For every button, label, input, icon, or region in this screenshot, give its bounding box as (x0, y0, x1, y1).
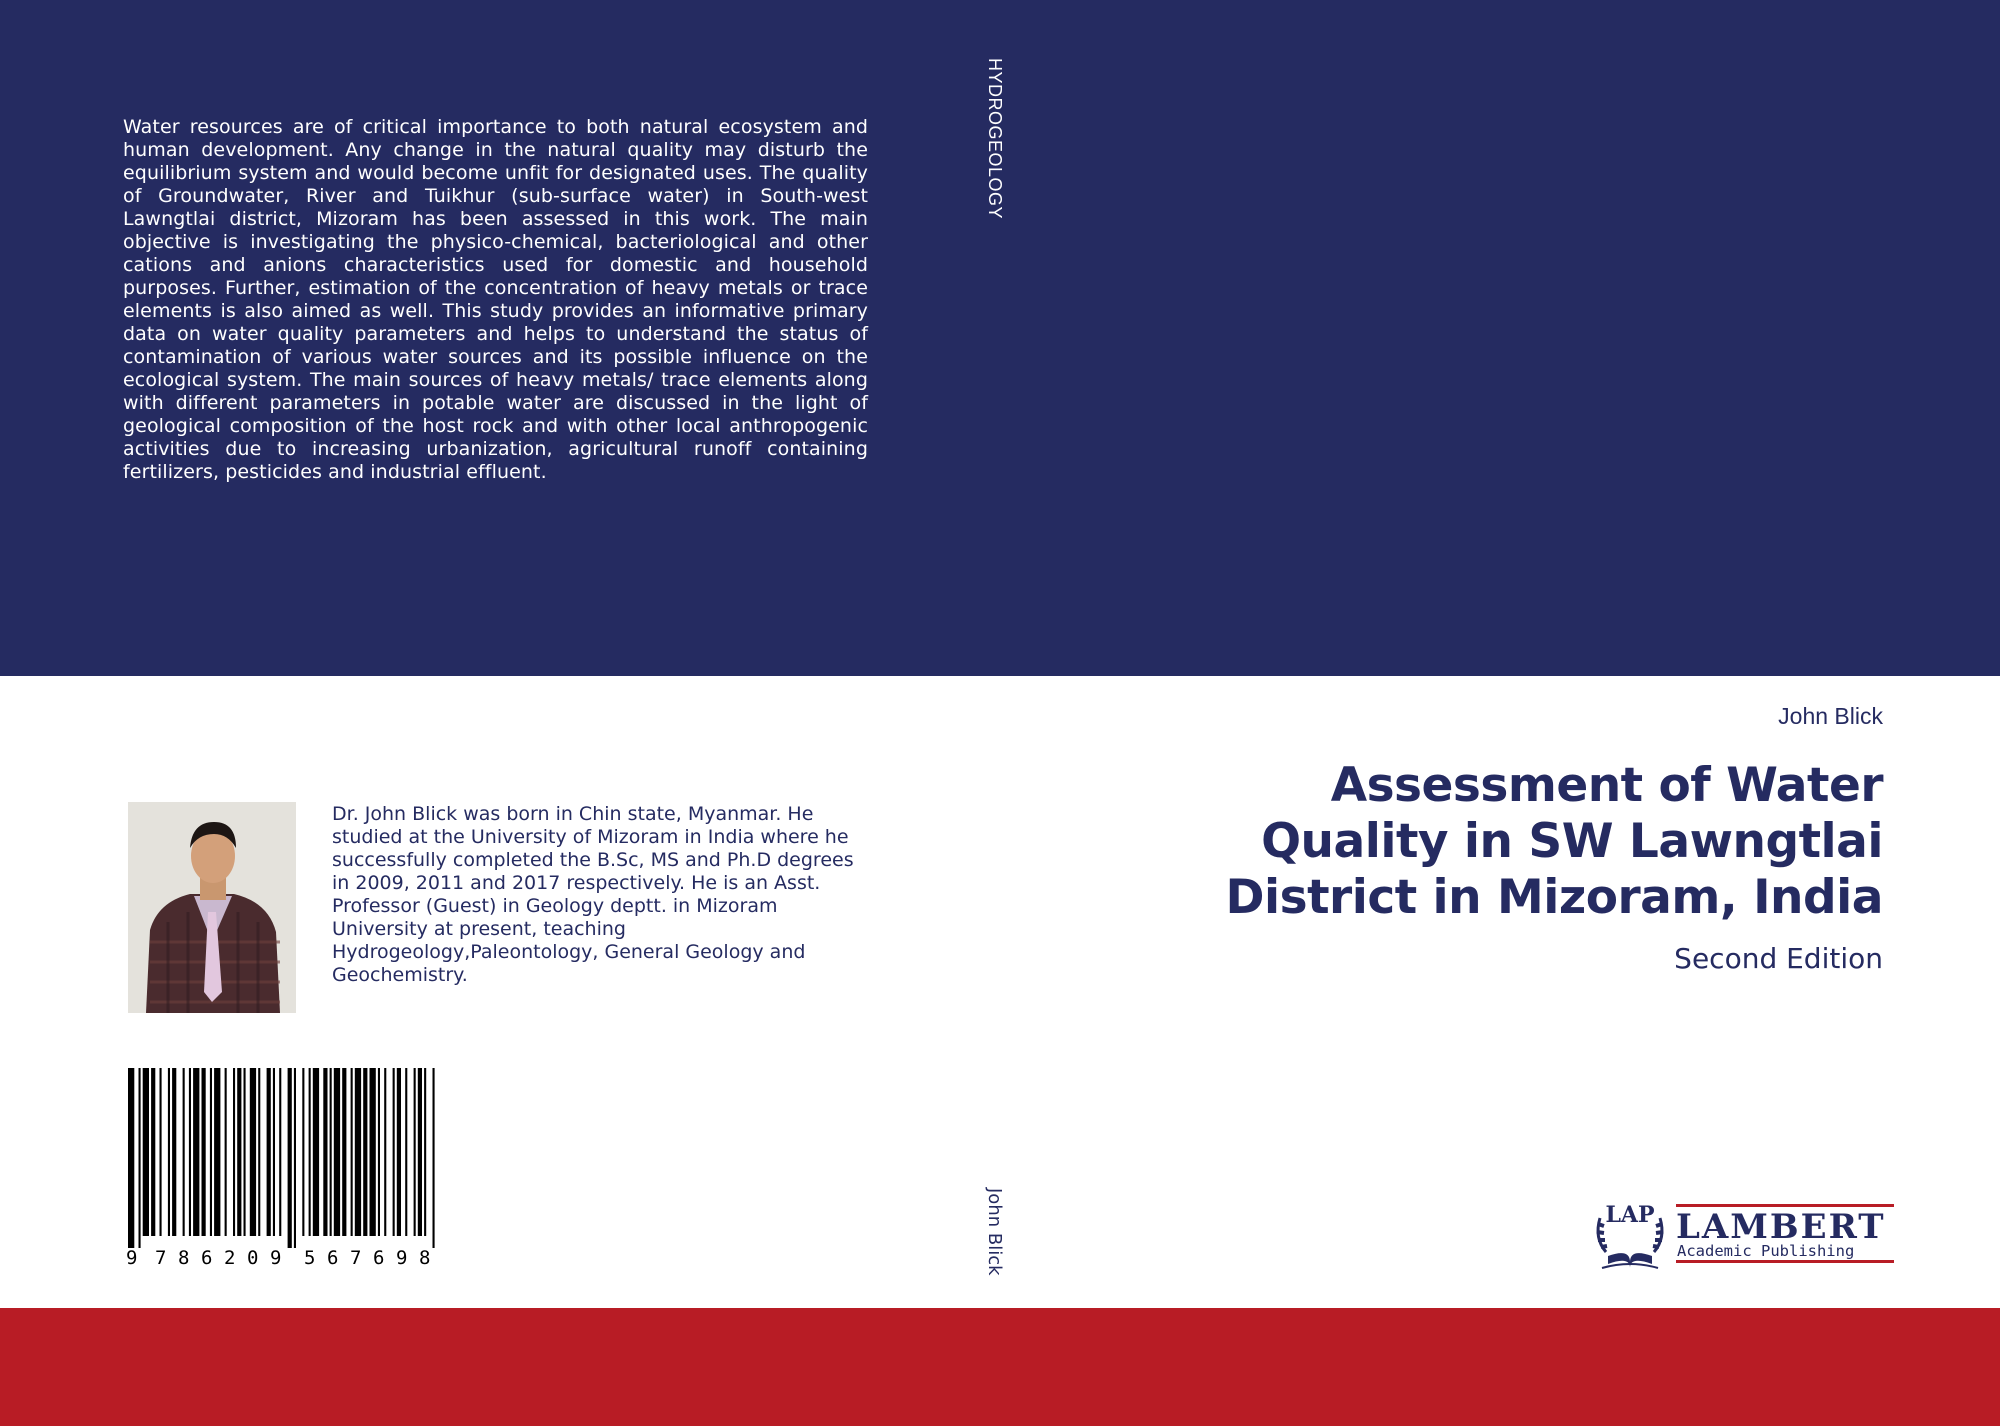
isbn-digit: 6 (373, 1247, 385, 1268)
book-edition: Second Edition (1674, 942, 1883, 975)
front-author-name: John Blick (1778, 703, 1883, 729)
barcode-bar (160, 1068, 162, 1236)
barcode-bar (351, 1068, 353, 1236)
isbn-barcode (120, 1068, 452, 1268)
barcode-bar (342, 1068, 346, 1236)
publisher-logo (1588, 1198, 1894, 1274)
barcode-bar (363, 1068, 367, 1236)
barcode-bar (237, 1068, 241, 1236)
barcode-bar (418, 1068, 422, 1236)
isbn-digit: 7 (350, 1247, 362, 1268)
barcode-bar (334, 1068, 340, 1236)
bottom-red-band (0, 1308, 2000, 1426)
barcode-bar (355, 1068, 361, 1236)
barcode-bar (370, 1068, 376, 1236)
barcode-bar (302, 1068, 304, 1236)
isbn-digit: 6 (201, 1247, 213, 1268)
spine-category: HYDROGEOLOGY (985, 58, 1005, 220)
barcode-bar (250, 1068, 256, 1236)
isbn-digit: 5 (304, 1247, 316, 1268)
publisher-name: LAMBERT (1676, 1207, 1886, 1247)
barcode-bar (323, 1068, 327, 1236)
barcode-bar (433, 1068, 435, 1248)
book-title: Assessment of Water Quality in SW Lawngtlai District in Mizoram, India (1225, 758, 1883, 925)
isbn-digit: 2 (224, 1247, 236, 1268)
barcode-bar (225, 1068, 227, 1236)
publisher-emblem-text: LAP (1605, 1202, 1655, 1228)
barcode-bar (139, 1068, 141, 1248)
barcode-bar (258, 1068, 260, 1236)
barcode-bar (273, 1068, 275, 1236)
barcode-bar (233, 1068, 235, 1236)
barcode-bar (151, 1068, 155, 1236)
isbn-digit: 9 (126, 1247, 138, 1268)
barcode-bar (244, 1068, 246, 1236)
isbn-digit: 6 (327, 1247, 339, 1268)
barcode-bar (313, 1068, 319, 1236)
barcode-bar (128, 1068, 134, 1248)
publisher-tagline: Academic Publishing (1677, 1242, 1855, 1260)
barcode-bar (378, 1068, 380, 1236)
isbn-digit: 7 (155, 1247, 167, 1268)
barcode-bar (294, 1068, 296, 1248)
barcode-bar (214, 1068, 220, 1236)
barcode-bar (330, 1068, 332, 1236)
barcode-bar (189, 1068, 191, 1236)
barcode-bar (183, 1068, 185, 1236)
barcode-bar (397, 1068, 401, 1236)
author-photo (128, 802, 296, 1013)
barcode-bar (393, 1068, 395, 1236)
barcode-bar (193, 1068, 199, 1236)
isbn-digit: 8 (419, 1247, 431, 1268)
barcode-bar (309, 1068, 311, 1236)
isbn-digit: 9 (396, 1247, 408, 1268)
barcode-bar (210, 1068, 212, 1236)
barcode-bar (168, 1068, 170, 1236)
barcode-bar (424, 1068, 426, 1236)
barcode-bar (405, 1068, 407, 1236)
barcode-bar (288, 1068, 292, 1248)
spine-author: John Blick (984, 1188, 1005, 1276)
isbn-digit: 9 (270, 1247, 282, 1268)
isbn-digit: 0 (247, 1247, 259, 1268)
author-bio: Dr. John Blick was born in Chin state, Myanmar. He studied at the University of Mizoram in India where he successfully completed the B.Sc, MS and Ph.D degrees in 2009, 2011 and 2017 respectively. He is an Asst. Professor (Guest) in Geology deptt. in Mizoram University at present, teaching Hydrogeology,Paleontology, General Geology and Geochemistry. (332, 803, 854, 986)
barcode-bar (279, 1068, 281, 1236)
isbn-digit: 8 (178, 1247, 190, 1268)
barcode-bar (172, 1068, 176, 1236)
barcode-bar (384, 1068, 386, 1236)
barcode-bar (414, 1068, 416, 1236)
barcode-bar (202, 1068, 206, 1236)
barcode-bar (267, 1068, 271, 1236)
barcode-bar (143, 1068, 149, 1236)
back-cover-blurb: Water resources are of critical importance to both natural ecosystem and human development. Any change in the natural quality may disturb the equilibrium system and would become unfit for designated uses. The quality of Groundwater, River and Tuikhur (sub-surface water) in South-west Lawngtlai district, Mizoram has been assessed in this work. The main objective is investigating the physico-chemical, bacteriological and other cations and anions characteristics used for domestic and household purposes. Further, estimation of the concentration of heavy metals or trace elements is also aimed as well. This study provides an informative primary data on water quality parameters and helps to understand the status of contamination of various water sources and its possible influence on the ecological system. The main sources of heavy metals/ trace elements along with different parameters in potable water are discussed in the light of geological composition of the host rock and with other local anthropogenic activities due to increasing urbanization, agricultural runoff containing fertilizers, pesticides and industrial effluent. (123, 116, 868, 483)
